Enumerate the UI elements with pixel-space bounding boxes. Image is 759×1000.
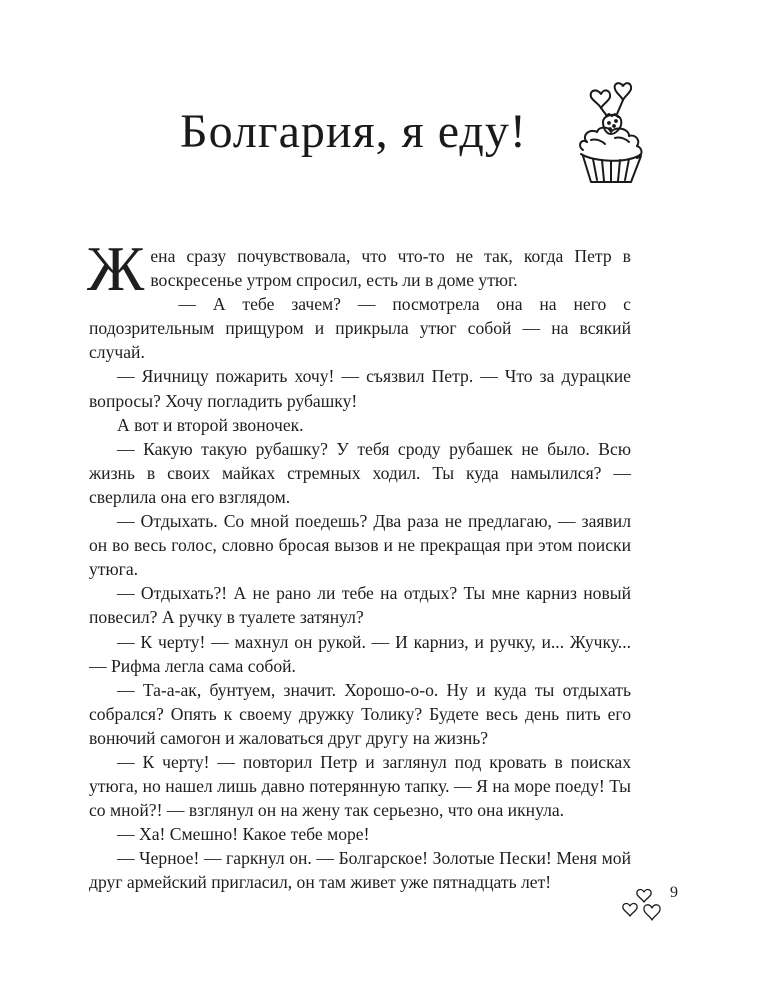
drop-cap: Ж [87,233,145,304]
paragraph: — К черту! — махнул он рукой. — И карниз, и ручку, и... Жучку... — Рифма легла сама собой. [89,631,631,676]
body-text [87,233,631,895]
paragraph: — Черное! — гаркнул он. — Болгарское! Золотые Пески! Меня мой друг армейский пригласил, он там живет уже пятнадцать лет! [89,848,631,893]
paragraph: — Отдыхать. Со мной поедешь? Два раза не предлагаю, — заявил он во весь голос, словно бросая вызов и не прекращая при этом поиски утюга. [89,511,631,580]
paragraph: — Какую такую рубашку? У тебя сроду рубашек не было. Всю жизнь в своих майках стремных ходил. Ты куда намылился? — сверлила она его взглядом. [89,438,631,507]
paragraph: — Отдыхать?! А не рано ли тебе на отдых? Ты мне карниз новый повесил? А ручку в туалете затянул? [89,583,631,628]
paragraph: — Ха! Смешно! Какое тебе море! [117,824,370,845]
paragraph: — Та-а-ак, бунтуем, значит. Хорошо-о-о. Ну и куда ты отдыхать собрался? Опять к своему дружку Толику? Будете весь день пить его вонючий самогон и жаловаться друг другу на жизнь? [89,679,631,748]
paragraph: Жена сразу почувствовала, что что-то не так, когда Петр в воскресенье утром спросил, есть ли в доме утюг. [87,233,631,304]
cupcake-illustration [573,70,653,190]
paragraph: — К черту! — повторил Петр и заглянул под кровать в поисках утюга, но нашел лишь давно потерянную тапку. — Я на море поеду! Ты со мной?! — взглянул он на жену так серьезно, что она икнула. [89,751,631,821]
paragraph: — А тебе зачем? — посмотрела она на него с подозрительным прищуром и прикрыла утюг собой — на всякий случай. [89,294,631,363]
paragraph: А вот и второй звоночек. [117,414,304,435]
hearts-ornament-icon [620,884,670,924]
page-number: 9 [670,884,678,901]
paragraph: — Яичницу пожарить хочу! — съязвил Петр. — Что за дурацкие вопросы? Хочу погладить рубашку! [89,366,631,411]
chapter-title: Болгария, я еду! [180,105,527,158]
